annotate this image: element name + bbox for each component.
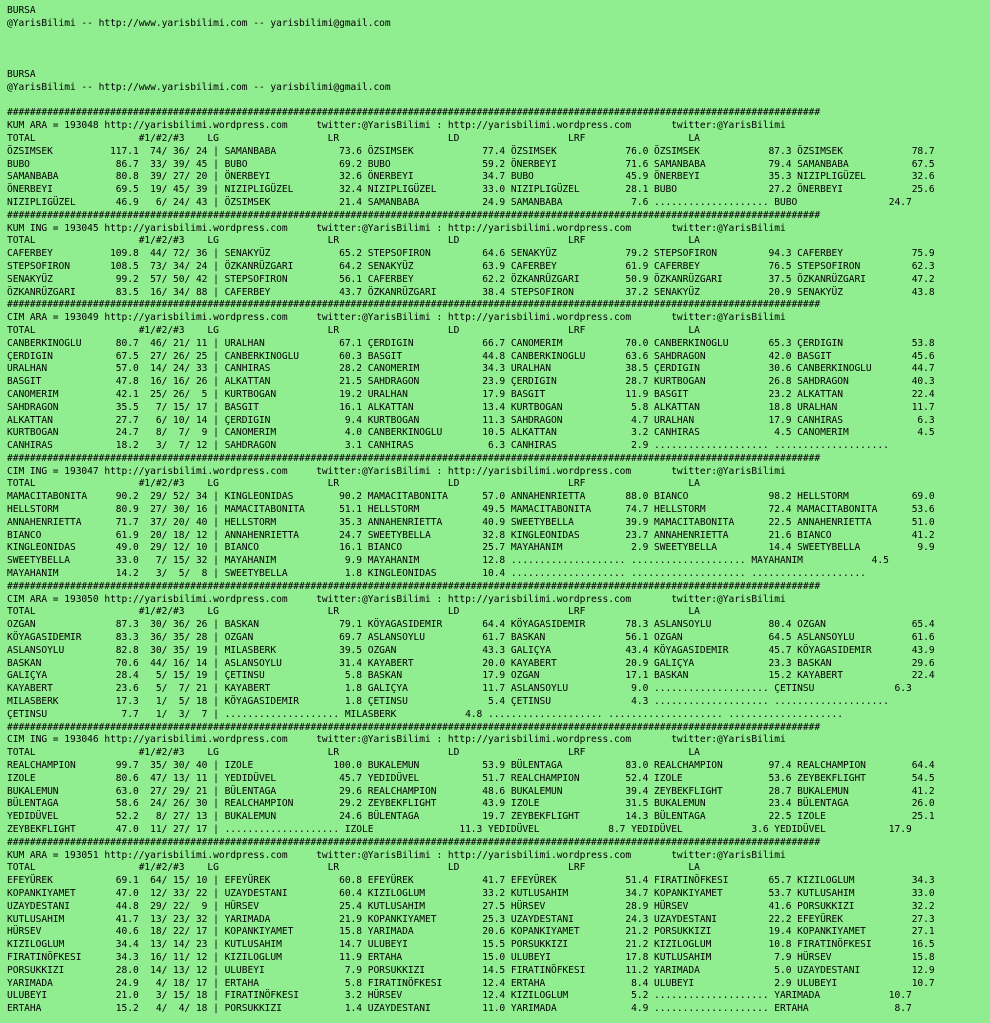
result-row: KINGLEONIDAS 49.0 29/ 12/ 10 | BIANCO 16.1 BIANCO 25.7 MAYAHANIM 2.9 SWEETYBELLA 14.4 SWEETYBELLA 9.9 — [7, 542, 935, 554]
result-row: ERTAHA 15.2 4/ 4/ 18 | PORSUKKIZI 1.4 UZAYDESTANI 11.0 YARIMADA 4.9 .................... ERTAHA 8.7 — [7, 1003, 912, 1015]
result-row: BÜLENTAGA 58.6 24/ 26/ 30 | REALCHAMPION 29.2 ZEYBEKFLIGHT 43.9 IZOLE 31.5 BUKALEMUN 23.4 BÜLENTAGA 26.0 — [7, 798, 935, 810]
result-row: IZOLE 80.6 47/ 13/ 11 | YEDIDÜVEL 45.7 YEDIDÜVEL 51.7 REALCHAMPION 52.4 IZOLE 53.6 ZEYBEKFLIGHT 54.5 — [7, 772, 935, 784]
header-line — [7, 43, 990, 56]
header-line: @YarisBilimi -- http://www.yarisbilimi.com -- yarisbilimi@gmail.com — [7, 81, 391, 93]
column-header-line: TOTAL #1/#2/#3 LG LR LD LRF LA — [7, 862, 700, 874]
result-row: YEDIDÜVEL 52.2 8/ 27/ 13 | BUKALEMUN 24.6 BÜLENTAGA 19.7 ZEYBEKFLIGHT 14.3 BÜLENTAGA 22.5 IZOLE 25.1 — [7, 811, 935, 823]
result-row: KIZILOGLUM 34.4 13/ 14/ 23 | KUTLUSAHIM 14.7 ULUBEYI 15.5 PORSUKKIZI 21.2 KIZILOGLUM 10.8 FIRATINÖFKESI 16.5 — [7, 939, 935, 951]
result-row: ALKATTAN 27.7 6/ 10/ 14 | ÇERDIGIN 9.4 KURTBOGAN 11.3 SAHDRAGON 4.7 URALHAN 17.9 CANHIRAS 6.3 — [7, 414, 935, 426]
result-row: MAYAHANIM 14.2 3/ 5/ 8 | SWEETYBELLA 1.8 KINGLEONIDAS 10.4 .................... .................... .................... — [7, 568, 866, 580]
result-row: UZAYDESTANI 44.8 29/ 22/ 9 | HÜRSEV 25.4 KUTLUSAHIM 27.5 HÜRSEV 28.9 HÜRSEV 41.6 PORSUKKIZI 32.2 — [7, 900, 935, 912]
result-row: KÖYAGASIDEMIR 83.3 36/ 35/ 28 | OZGAN 69.7 ASLANSOYLU 61.7 BASKAN 56.1 OZGAN 64.5 ASLANSOYLU 61.6 — [7, 632, 935, 644]
result-row: ÖNERBEYI 69.5 19/ 45/ 39 | NIZIPLIGÜZEL 32.4 NIZIPLIGÜZEL 33.0 NIZIPLIGÜZEL 28.1 BUBO 27.2 ÖNERBEYI 25.6 — [7, 184, 935, 196]
result-row: CAFERBEY 109.8 44/ 72/ 36 | SENAKYÜZ 65.2 STEPSOFIRON 64.6 SENAKYÜZ 79.2 STEPSOFIRON 94.3 CAFERBEY 75.9 — [7, 248, 935, 260]
header-line: @YarisBilimi -- http://www.yarisbilimi.com -- yarisbilimi@gmail.com — [7, 17, 391, 29]
column-header-line: TOTAL #1/#2/#3 LG LR LD LRF LA — [7, 747, 700, 759]
result-row: MILASBERK 17.3 1/ 5/ 18 | KÖYAGASIDEMIR 1.8 ÇETINSU 5.4 ÇETINSU 4.3 .................... .................... — [7, 696, 889, 708]
result-row: SWEETYBELLA 33.0 7/ 15/ 32 | MAYAHANIM 9.9 MAYAHANIM 12.8 .................... .................... MAYAHANIM 4.5 — [7, 555, 889, 567]
result-row: HÜRSEV 40.6 18/ 22/ 17 | KOPANKIYAMET 15.8 YARIMADA 20.6 KOPANKIYAMET 21.2 PORSUKKIZI 19.4 KOPANKIYAMET 27.1 — [7, 926, 935, 938]
result-row: URALHAN 57.0 14/ 24/ 33 | CANHIRAS 28.2 CANOMERIM 34.3 URALHAN 38.5 ÇERDIGIN 30.6 CANBERKINOGLU 44.7 — [7, 363, 935, 375]
separator-line: ############################################################################################################################################## — [7, 107, 821, 119]
race-header-line: CIM ING = 193047 http://yarisbilimi.wordpress.com twitter:@YarisBilimi : http://yarisbilimi.wordpress.com twitter:@YarisBilimi — [7, 465, 786, 477]
result-row: PORSUKKIZI 28.0 14/ 13/ 12 | ULUBEYI 7.9 PORSUKKIZI 14.5 FIRATINÖFKESI 11.2 YARIMADA 5.0 UZAYDESTANI 12.9 — [7, 964, 935, 976]
column-header-line: TOTAL #1/#2/#3 LG LR LD LRF LA — [7, 606, 700, 618]
result-row: YARIMADA 24.9 4/ 18/ 17 | ERTAHA 5.8 FIRATINÖFKESI 12.4 ERTAHA 8.4 ULUBEYI 2.9 ULUBEYI 10.7 — [7, 977, 935, 989]
result-row: SENAKYÜZ 99.2 57/ 50/ 42 | STEPSOFIRON 56.1 CAFERBEY 62.2 ÖZKANRÜZGARI 50.9 ÖZKANRÜZGARI 37.5 ÖZKANRÜZGARI 47.2 — [7, 273, 935, 285]
result-row: ÖZSIMSEK 117.1 74/ 36/ 24 | SAMANBABA 73.6 ÖZSIMSEK 77.4 ÖZSIMSEK 76.0 ÖZSIMSEK 87.3 ÖZSIMSEK 78.7 — [7, 145, 935, 157]
column-header-line: TOTAL #1/#2/#3 LG LR LD LRF LA — [7, 132, 700, 144]
separator-line: ############################################################################################################################################## — [7, 721, 821, 733]
result-row: BASKAN 70.6 44/ 16/ 14 | ASLANSOYLU 31.4 KAYABERT 20.0 KAYABERT 20.9 GALIÇYA 23.3 BASKAN 29.6 — [7, 657, 935, 669]
race-header-line: KUM ING = 193045 http://yarisbilimi.wordpress.com twitter:@YarisBilimi : http://yarisbilimi.wordpress.com twitter:@YarisBilimi — [7, 222, 786, 234]
result-row: ANNAHENRIETTA 71.7 37/ 20/ 40 | HELLSTORM 35.3 ANNAHENRIETTA 40.9 SWEETYBELLA 39.9 MAMACITABONITA 22.5 ANNAHENRIETTA 51.0 — [7, 516, 935, 528]
result-row: HELLSTORM 80.9 27/ 30/ 16 | MAMACITABONITA 51.1 HELLSTORM 49.5 MAMACITABONITA 74.7 HELLSTORM 72.4 MAMACITABONITA 53.6 — [7, 504, 935, 516]
result-row: KAYABERT 23.6 5/ 7/ 21 | KAYABERT 1.8 GALIÇYA 11.7 ASLANSOYLU 9.0 .................... ÇETINSU 6.3 — [7, 683, 912, 695]
result-row: FIRATINÖFKESI 34.3 16/ 11/ 12 | KIZILOGLUM 11.9 ERTAHA 15.0 ULUBEYI 17.8 KUTLUSAHIM 7.9 HÜRSEV 15.8 — [7, 951, 935, 963]
race-header-line: CIM ING = 193046 http://yarisbilimi.wordpress.com twitter:@YarisBilimi : http://yarisbilimi.wordpress.com twitter:@YarisBilimi — [7, 734, 786, 746]
result-row: KOPANKIYAMET 47.0 12/ 33/ 22 | UZAYDESTANI 60.4 KIZILOGLUM 33.2 KUTLUSAHIM 34.7 KOPANKIYAMET 53.7 KUTLUSAHIM 33.0 — [7, 887, 935, 899]
column-header-line: TOTAL #1/#2/#3 LG LR LD LRF LA — [7, 478, 700, 490]
header-line — [7, 31, 990, 44]
column-header-line: TOTAL #1/#2/#3 LG LR LD LRF LA — [7, 235, 700, 247]
result-row: ÖZKANRÜZGARI 83.5 16/ 34/ 88 | CAFERBEY 43.7 ÖZKANRÜZGARI 38.4 STEPSOFIRON 37.2 SENAKYÜZ 20.9 SENAKYÜZ 43.8 — [7, 286, 935, 298]
result-row: NIZIPLIGÜZEL 46.9 6/ 24/ 43 | ÖZSIMSEK 21.4 SAMANBABA 24.9 SAMANBABA 7.6 .................... BUBO 24.7 — [7, 196, 912, 208]
result-row: ÇETINSU 7.7 1/ 3/ 7 | .................... MILASBERK 4.8 .................... .................... .................... — [7, 708, 843, 720]
header-line — [7, 95, 990, 108]
result-row: ASLANSOYLU 82.8 30/ 35/ 19 | MILASBERK 39.5 OZGAN 43.3 GALIÇYA 43.4 KÖYAGASIDEMIR 45.7 KÖYAGASIDEMIR 43.9 — [7, 644, 935, 656]
race-header-line: KUM ARA = 193048 http://yarisbilimi.wordpress.com twitter:@YarisBilimi : http://yarisbilimi.wordpress.com twitter:@YarisBilimi — [7, 120, 786, 132]
separator-line: ############################################################################################################################################## — [7, 580, 821, 592]
race-header-line: CIM ARA = 193050 http://yarisbilimi.wordpress.com twitter:@YarisBilimi : http://yarisbilimi.wordpress.com twitter:@YarisBilimi — [7, 593, 786, 605]
result-row: SAMANBABA 80.8 39/ 27/ 20 | ÖNERBEYI 32.6 ÖNERBEYI 34.7 BUBO 45.9 ÖNERBEYI 35.3 NIZIPLIGÜZEL 32.6 — [7, 171, 935, 183]
separator-line: ############################################################################################################################################## — [7, 299, 821, 311]
result-row: KUTLUSAHIM 41.7 13/ 23/ 32 | YARIMADA 21.9 KOPANKIYAMET 25.3 UZAYDESTANI 24.3 UZAYDESTANI 22.2 EFEYÜREK 27.3 — [7, 913, 935, 925]
result-row: BUBO 86.7 33/ 39/ 45 | BUBO 69.2 BUBO 59.2 ÖNERBEYI 71.6 SAMANBABA 79.4 SAMANBABA 67.5 — [7, 158, 935, 170]
result-row: STEPSOFIRON 108.5 73/ 34/ 24 | ÖZKANRÜZGARI 64.2 SENAKYÜZ 63.9 CAFERBEY 61.9 CAFERBEY 76.5 STEPSOFIRON 62.3 — [7, 260, 935, 272]
result-row: ULUBEYI 21.0 3/ 15/ 18 | FIRATINÖFKESI 3.2 HÜRSEV 12.4 KIZILOGLUM 5.2 .................... YARIMADA 10.7 — [7, 990, 912, 1002]
result-row: BASGIT 47.8 16/ 16/ 26 | ALKATTAN 21.5 SAHDRAGON 23.9 ÇERDIGIN 28.7 KURTBOGAN 26.8 SAHDRAGON 40.3 — [7, 376, 935, 388]
result-row: MAMACITABONITA 90.2 29/ 52/ 34 | KINGLEONIDAS 90.2 MAMACITABONITA 57.0 ANNAHENRIETTA 88.0 BIANCO 98.2 HELLSTORM 69.0 — [7, 491, 935, 503]
separator-line: ############################################################################################################################################## — [7, 452, 821, 464]
result-row: BIANCO 61.9 20/ 18/ 12 | ANNAHENRIETTA 24.7 SWEETYBELLA 32.8 KINGLEONIDAS 23.7 ANNAHENRIETTA 21.6 BIANCO 41.2 — [7, 529, 935, 541]
result-row: EFEYÜREK 69.1 64/ 15/ 10 | EFEYÜREK 60.8 EFEYÜREK 41.7 EFEYÜREK 51.4 FIRATINÖFKESI 65.7 KIZILOGLUM 34.3 — [7, 875, 935, 887]
column-header-line: TOTAL #1/#2/#3 LG LR LD LRF LA — [7, 324, 700, 336]
separator-line: ############################################################################################################################################## — [7, 836, 821, 848]
result-row: CANOMERIM 42.1 25/ 26/ 5 | KURTBOGAN 19.2 URALHAN 17.9 BASGIT 11.9 BASGIT 23.2 ALKATTAN 22.4 — [7, 388, 935, 400]
race-header-line: CIM ARA = 193049 http://yarisbilimi.wordpress.com twitter:@YarisBilimi : http://yarisbilimi.wordpress.com twitter:@YarisBilimi — [7, 312, 786, 324]
header-line: BURSA — [7, 68, 36, 80]
result-row: BUKALEMUN 63.0 27/ 29/ 21 | BÜLENTAGA 29.6 REALCHAMPION 48.6 BUKALEMUN 39.4 ZEYBEKFLIGHT 28.7 BUKALEMUN 41.2 — [7, 785, 935, 797]
result-row: REALCHAMPION 99.7 35/ 30/ 40 | IZOLE 100.0 BUKALEMUN 53.9 BÜLENTAGA 83.0 REALCHAMPION 97.4 REALCHAMPION 64.4 — [7, 760, 935, 772]
header-line — [7, 56, 990, 69]
result-row: CANHIRAS 18.2 3/ 7/ 12 | SAHDRAGON 3.1 CANHIRAS 6.3 CANHIRAS 2.9 .................... .................... — [7, 440, 889, 452]
result-row: SAHDRAGON 35.5 7/ 15/ 17 | BASGIT 16.1 ALKATTAN 13.4 KURTBOGAN 5.8 ALKATTAN 18.8 URALHAN 11.7 — [7, 401, 935, 413]
result-row: GALIÇYA 28.4 5/ 15/ 19 | ÇETINSU 5.8 BASKAN 17.9 OZGAN 17.1 BASKAN 15.2 KAYABERT 22.4 — [7, 670, 935, 682]
header-line: BURSA — [7, 5, 36, 16]
race-header-line: KUM ARA = 193051 http://yarisbilimi.wordpress.com twitter:@YarisBilimi : http://yarisbilimi.wordpress.com twitter:@YarisBilimi — [7, 849, 786, 861]
result-row: KURTBOGAN 24.7 8/ 7/ 9 | CANOMERIM 4.0 CANBERKINOGLU 10.5 ALKATTAN 3.2 CANHIRAS 4.5 CANOMERIM 4.5 — [7, 427, 935, 439]
separator-line: ############################################################################################################################################## — [7, 209, 821, 221]
result-row: CANBERKINOGLU 80.7 46/ 21/ 11 | URALHAN 67.1 ÇERDIGIN 66.7 CANOMERIM 70.0 CANBERKINOGLU 65.3 ÇERDIGIN 53.8 — [7, 337, 935, 349]
result-row: ÇERDIGIN 67.5 27/ 26/ 25 | CANBERKINOGLU 60.3 BASGIT 44.8 CANBERKINOGLU 63.6 SAHDRAGON 42.0 BASGIT 45.6 — [7, 350, 935, 362]
result-row: OZGAN 87.3 30/ 36/ 26 | BASKAN 79.1 KÖYAGASIDEMIR 64.4 KÖYAGASIDEMIR 78.3 ASLANSOYLU 80.4 OZGAN 65.4 — [7, 619, 935, 631]
result-row: ZEYBEKFLIGHT 47.0 11/ 27/ 17 | .................... IZOLE 11.3 YEDIDÜVEL 8.7 YEDIDÜVEL 3.6 YEDIDÜVEL 17.9 — [7, 824, 912, 835]
